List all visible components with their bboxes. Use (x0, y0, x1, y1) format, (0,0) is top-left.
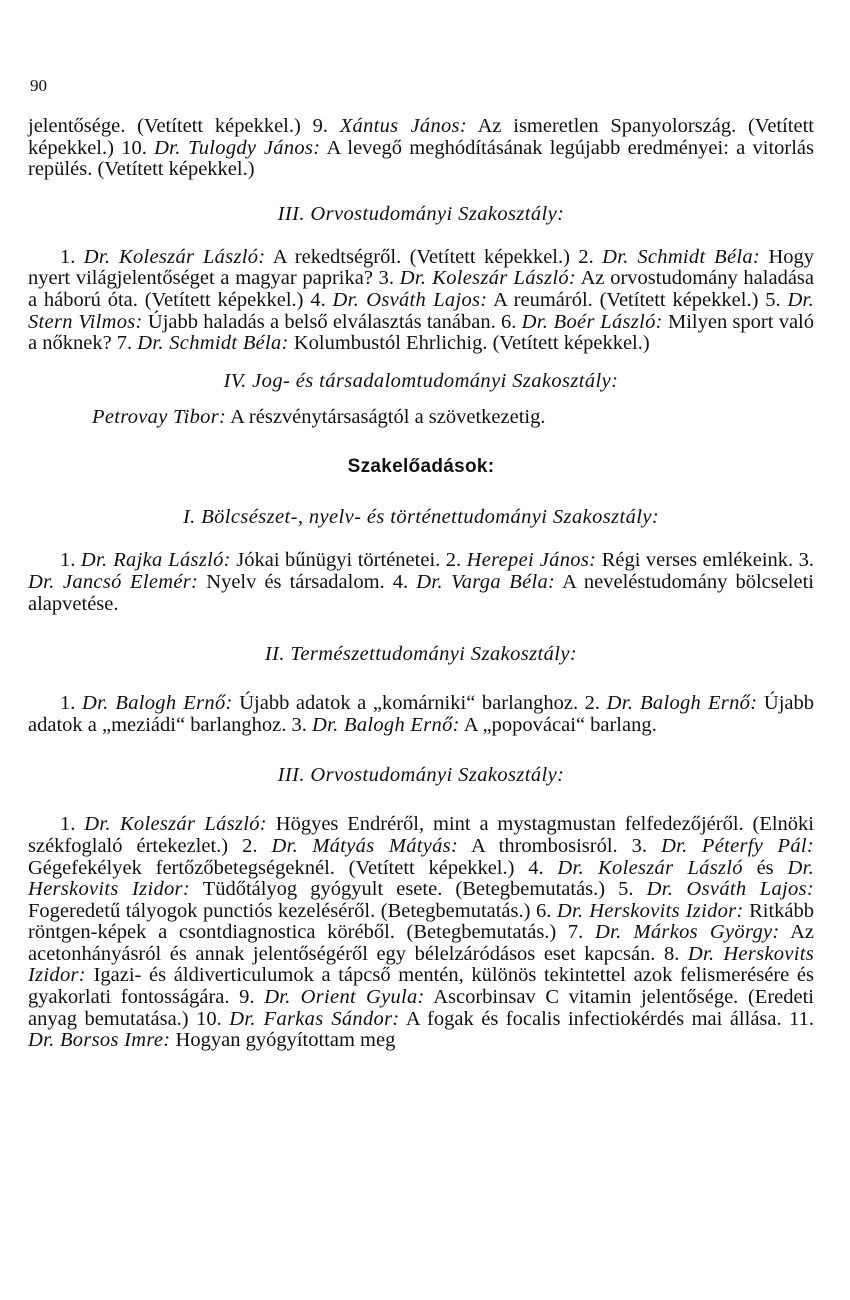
section-heading-medicine: III. Orvostudományi Szakosztály: (277, 202, 565, 225)
section-heading-philosophy: I. Bölcsészet-, nyelv- és történettudományi Szakosztály: (182, 506, 660, 529)
author-name: Dr. Herskovits Izidor: (28, 856, 815, 901)
author-name: Dr. Balogh Ernő: (81, 692, 233, 715)
paragraph-philosophy-lectures: 1. Dr. Rajka László: Jókai bűnügyi történetei. 2. Herepei János: Régi verses emlékeink. 3. Dr. Jancsó Elemér: Nyelv és társadalom. 4. Dr. Varga Béla: A neveléstudomány bölcseleti alapvetése. (28, 549, 815, 615)
author-name: Dr. Orient Gyula: (264, 986, 425, 1009)
paragraph-law-lectures: Petrovay Tibor: A részvénytársaságtól a szövetkezetig. (92, 405, 546, 428)
author-name: Dr. Mátyás Mátyás: (271, 834, 459, 857)
author-name: Dr. Schmidt Béla: (602, 245, 761, 268)
author-name: Dr. Boér László: (521, 310, 663, 333)
paragraph-medicine-lectures-2: 1. Dr. Koleszár László: Högyes Endréről, mint a mystagmustan felfedezőjéről. (Elnöki székfoglaló értekezlet.) 2. Dr. Mátyás Mátyás: A thrombosisról. 3. Dr. Péterfy Pál: Gégefekélyek fertőzőbetegségeknél. (Vetített képekkel.) 4. Dr. Koleszár László és Dr. Herskovits Izidor: Tüdőtályog gyógyult esete. (Betegbemutatás.) 5. Dr. Osváth Lajos: Fogeredetű tályogok punctiós kezeléséről. (Betegbemutatás.) 6. Dr. Herskovits Izidor: Ritkább röntgen-képek a csontdiagnostica köréből. (Betegbemutatás.) 7. Dr. Márkos György: Az acetonhányásról és annak jelentőségéről egy bélelzáródásos eset kapcsán. 8. Dr. Herskovits Izidor: Igazi- és áldiverticulumok a tápcső mentén, különös tekintettel azok felismerésére és gyakorlati fontosságára. 9. Dr. Orient Gyula: Ascorbinsav C vitamin jelentősége. (Eredeti anyag bemutatása.) 10. Dr. Farkas Sándor: A fogak és focalis infectiokérdés mai állása. 11. Dr. Borsos Imre: Hogyan gyógyítottam meg (28, 813, 815, 1052)
author-name: Dr. Koleszár László: (84, 813, 267, 836)
author-name: Dr. Koleszár László: (83, 245, 266, 268)
main-heading: Szakelőadások: (347, 456, 495, 478)
author-name: Dr. Balogh Ernő: (606, 692, 758, 715)
author-name: Petrovay Tibor: (92, 405, 227, 428)
author-name: Dr. Koleszár László: (399, 267, 577, 290)
author-name: Dr. Borsos Imre: (28, 1029, 171, 1052)
author-name: Dr. Rajka László: (80, 549, 231, 572)
author-name: Dr. Farkas Sándor: (229, 1007, 400, 1030)
author-name: Xántus János: (339, 115, 467, 137)
author-name: Dr. Schmidt Béla: (137, 332, 289, 355)
author-name: Dr. Márkos György: (594, 921, 780, 944)
author-name: Dr. Koleszár László (557, 856, 743, 879)
page-body (28, 116, 814, 1052)
author-name: Herepei János: (466, 549, 597, 572)
page-number: 90 (30, 76, 47, 95)
author-name: Dr. Varga Béla: (416, 570, 556, 593)
paragraph-lectures-continued: jelentősége. (Vetített képekkel.) 9. Xántus János: Az ismeretlen Spanyolország. (Vetített képekkel.) 10. Dr. Tulogdy János: A levegő meghódításának legújabb eredményei: a vitorlás repülés. (Vetített képekkel.) (28, 115, 814, 181)
paragraph-natural-science-lectures: 1. Dr. Balogh Ernő: Újabb adatok a „komárniki“ barlanghoz. 2. Dr. Balogh Ernő: Újabb adatok a „meziádi“ barlanghoz. 3. Dr. Balogh Ernő: A „popovácai“ barlang. (28, 692, 815, 736)
section-heading-law: IV. Jog- és társadalomtudományi Szakosztály: (223, 369, 619, 392)
section-heading-natural-science: II. Természettudományi Szakosztály: (264, 643, 578, 666)
author-name: Dr. Osváth Lajos: (646, 878, 815, 901)
author-name: Dr. Herskovits Izidor: (556, 899, 744, 922)
paragraph-medicine-lectures: 1. Dr. Koleszár László: A rekedtségről. (Vetített képekkel.) 2. Dr. Schmidt Béla: Hogy nyert világjelentőséget a magyar paprika? 3. Dr. Koleszár László: Az orvostudomány haladása a háború óta. (Vetített képekkel.) 4. Dr. Osváth Lajos: A reumáról. (Vetített képekkel.) 5. Dr. Stern Vilmos: Újabb haladás a belső elválasztás tanában. 6. Dr. Boér László: Milyen sport való a nőknek? 7. Dr. Schmidt Béla: Kolumbustól Ehrlichig. (Vetített képekkel.) (28, 245, 815, 355)
author-name: Dr. Jancsó Elemér: (28, 570, 199, 593)
author-name: Dr. Stern Vilmos: (28, 288, 814, 333)
author-name: Dr. Péterfy Pál: (661, 834, 814, 857)
author-name: Dr. Tulogdy János: (154, 136, 321, 159)
author-name: Dr. Balogh Ernő: (312, 713, 460, 736)
author-name: Dr. Osváth Lajos: (332, 288, 488, 311)
author-name: Dr. Herskovits Izidor: (28, 942, 814, 987)
section-heading-medicine-2: III. Orvostudományi Szakosztály: (277, 764, 565, 787)
